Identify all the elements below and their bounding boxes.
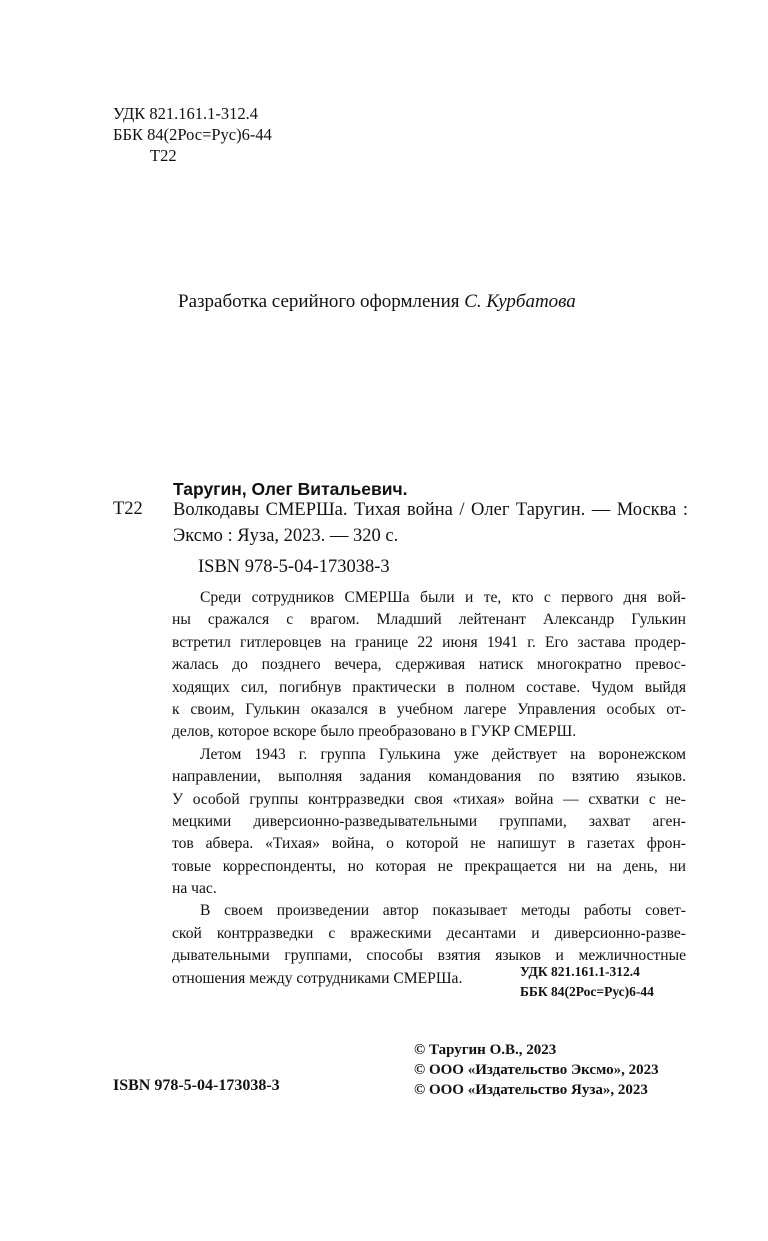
- annotation-line: дывательными группами, способы взятия языков и межличностные: [172, 947, 686, 965]
- series-design-credit: [178, 291, 576, 313]
- series-designer-name: С. Курбатова: [464, 291, 576, 312]
- annotation-line: товые корреспонденты, но которая не прекращается ни на день, ни: [172, 857, 686, 875]
- classification-block: [113, 103, 272, 166]
- classification-bottom: [520, 962, 654, 1002]
- annotation-line: к своим, Гулькин оказался в учебном лагере Управления особых от-: [172, 700, 686, 718]
- copyright-line: © ООО «Издательство Яуза», 2023: [414, 1082, 648, 1098]
- annotation-line: Летом 1943 г. группа Гулькина уже действует на воронежском: [200, 745, 686, 763]
- annotation-line: встретил гитлеровцев на границе 22 июня 1941 г. Его застава продер-: [172, 633, 686, 651]
- annotation-line: ны сражался с врагом. Младший лейтенант Александр Гулькин: [172, 611, 686, 629]
- record-isbn: ISBN 978-5-04-173038-3: [198, 557, 390, 577]
- udk-code: УДК 821.161.1-312.4: [113, 104, 259, 123]
- annotation-line: В своем произведении автор показывает методы работы совет-: [200, 902, 686, 920]
- bbk-code: ББК 84(2Рос=Рус)6-44: [113, 125, 272, 144]
- annotation-line: делов, которое вскоре было преобразовано в ГУКР СМЕРШ.: [172, 723, 577, 741]
- record-author: Таругин, Олег Витальевич.: [173, 479, 408, 499]
- annotation-line: Среди сотрудников СМЕРШа были и те, кто с первого дня вой-: [200, 589, 686, 606]
- annotation-line: ходящих сил, погибнув практически в полном составе. Чудом выйдя: [172, 678, 686, 696]
- annotation-line: на час.: [172, 880, 217, 898]
- annotation-line: жалась до позднего вечера, сдерживая натиск многократно превос-: [172, 656, 686, 674]
- annotation-line: направлении, выполняя задания командования по взятию языков.: [172, 768, 686, 786]
- annotation-line: У особой группы контрразведки своя «тихая» война — схватки с не-: [172, 790, 686, 808]
- author-mark: Т22: [150, 146, 177, 165]
- copyright-line: © Таругин О.В., 2023: [414, 1042, 557, 1058]
- copyright-block: [414, 1040, 659, 1100]
- copyright-line: © ООО «Издательство Эксмо», 2023: [414, 1062, 659, 1078]
- annotation-line: мецкими диверсионно-разведывательными группами, захват аген-: [172, 812, 686, 830]
- record-description: Волкодавы СМЕРШа. Тихая война / Олег Таругин. — Москва : Эксмо : Яуза, 2023. — 320 с.: [173, 500, 688, 546]
- udk-code-bottom: УДК 821.161.1-312.4: [520, 964, 640, 979]
- record-author-mark: Т22: [113, 499, 143, 519]
- bbk-code-bottom: ББК 84(2Рос=Рус)6-44: [520, 984, 654, 999]
- isbn-bottom: ISBN 978-5-04-173038-3: [113, 1077, 280, 1094]
- series-design-text: Разработка серийного оформления: [178, 291, 465, 312]
- annotation-line: ской контрразведки с вражескими десантами и диверсионно-разве-: [172, 924, 686, 942]
- annotation-line: отношения между сотрудниками СМЕРШа.: [172, 969, 463, 987]
- annotation: [172, 587, 686, 990]
- annotation-line: тов абвера. «Тихая» война, о которой не напишут в газетах фрон-: [172, 835, 686, 853]
